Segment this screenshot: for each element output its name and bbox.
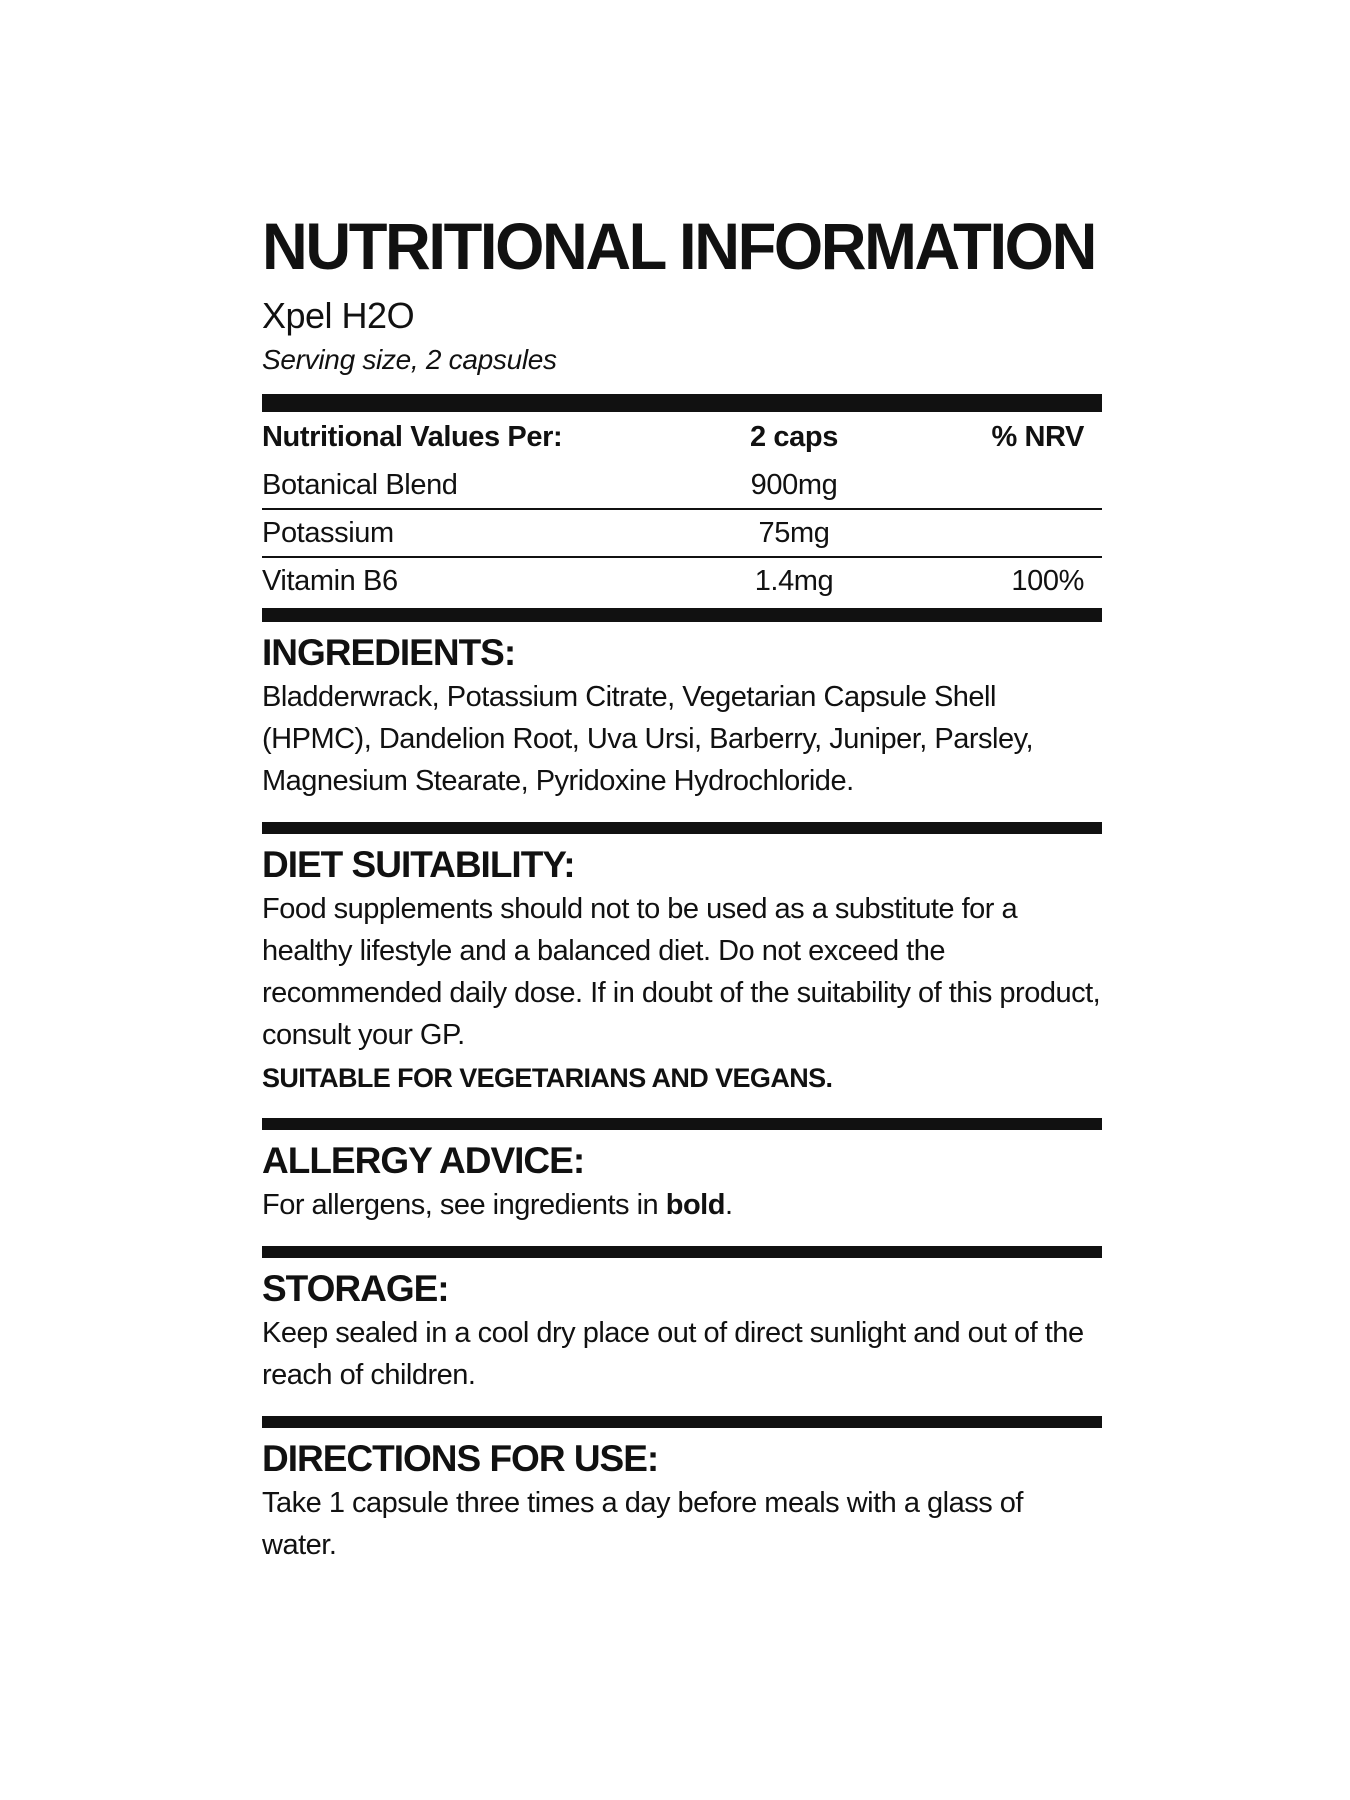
ingredients-text: Bladderwrack, Potassium Citrate, Vegetarian Capsule Shell (HPMC), Dandelion Root, Uva Ursi, Barberry, Juniper, Parsley, Magnesium Stearate, Pyridoxine Hydrochloride. (262, 681, 1034, 797)
header-nutritional-values: Nutritional Values Per: (262, 421, 563, 453)
nutrient-nrv (926, 509, 1102, 557)
nutrient-nrv: 100% (1011, 565, 1084, 597)
storage-heading: STORAGE: (262, 1268, 449, 1309)
table-row (262, 557, 1102, 604)
header-nrv: % NRV (991, 421, 1084, 453)
nutrient-name: Botanical Blend (262, 462, 662, 509)
diet-suitability-text: Food supplements should not to be used as a substitute for a healthy lifestyle and a balanced diet. Do not exceed the recommended daily dose. If in doubt of the suitability of this product, consult your GP. (262, 893, 1101, 1051)
allergy-advice-heading: ALLERGY ADVICE: (262, 1140, 585, 1181)
table-row (262, 462, 1102, 509)
nutrient-amount: 1.4mg (754, 565, 834, 597)
diet-suitability-heading: DIET SUITABILITY: (262, 844, 575, 885)
section-divider (262, 1416, 1102, 1428)
vegan-note: SUITABLE FOR VEGETARIANS AND VEGANS. (262, 1063, 833, 1093)
section-divider (262, 1118, 1102, 1130)
directions-section (262, 1428, 1102, 1572)
nutrient-name: Potassium (262, 509, 662, 557)
allergy-text-bold: bold (665, 1189, 725, 1221)
allergy-text-end: . (724, 1189, 733, 1221)
ingredients-section (262, 622, 1102, 808)
allergy-text-start: For allergens, see ingredients in (262, 1189, 666, 1221)
page-title: NUTRITIONAL INFORMATION (262, 209, 1095, 283)
ingredients-heading: INGREDIENTS: (262, 632, 516, 673)
nutrient-nrv (926, 462, 1102, 509)
table-bottom-divider (262, 608, 1102, 622)
nutrition-table (262, 412, 1102, 604)
diet-suitability-section (262, 834, 1102, 1104)
allergy-advice-section (262, 1130, 1102, 1232)
storage-text: Keep sealed in a cool dry place out of direct sunlight and out of the reach of children. (262, 1317, 1084, 1391)
section-divider (262, 822, 1102, 834)
header-amount: 2 caps (750, 421, 838, 453)
nutrient-name: Vitamin B6 (262, 565, 398, 597)
directions-heading: DIRECTIONS FOR USE: (262, 1438, 659, 1479)
table-header-row (262, 412, 1102, 462)
section-divider (262, 1246, 1102, 1258)
nutrient-amount: 75mg (662, 509, 926, 557)
allergy-advice-text (262, 1184, 1102, 1226)
table-top-divider (262, 394, 1102, 412)
table-row (262, 509, 1102, 557)
nutrition-label (262, 210, 1102, 1572)
nutrient-amount: 900mg (662, 462, 926, 509)
directions-text: Take 1 capsule three times a day before meals with a glass of water. (262, 1487, 1023, 1561)
serving-size: Serving size, 2 capsules (262, 344, 557, 375)
storage-section (262, 1258, 1102, 1402)
product-name: Xpel H2O (262, 295, 415, 336)
